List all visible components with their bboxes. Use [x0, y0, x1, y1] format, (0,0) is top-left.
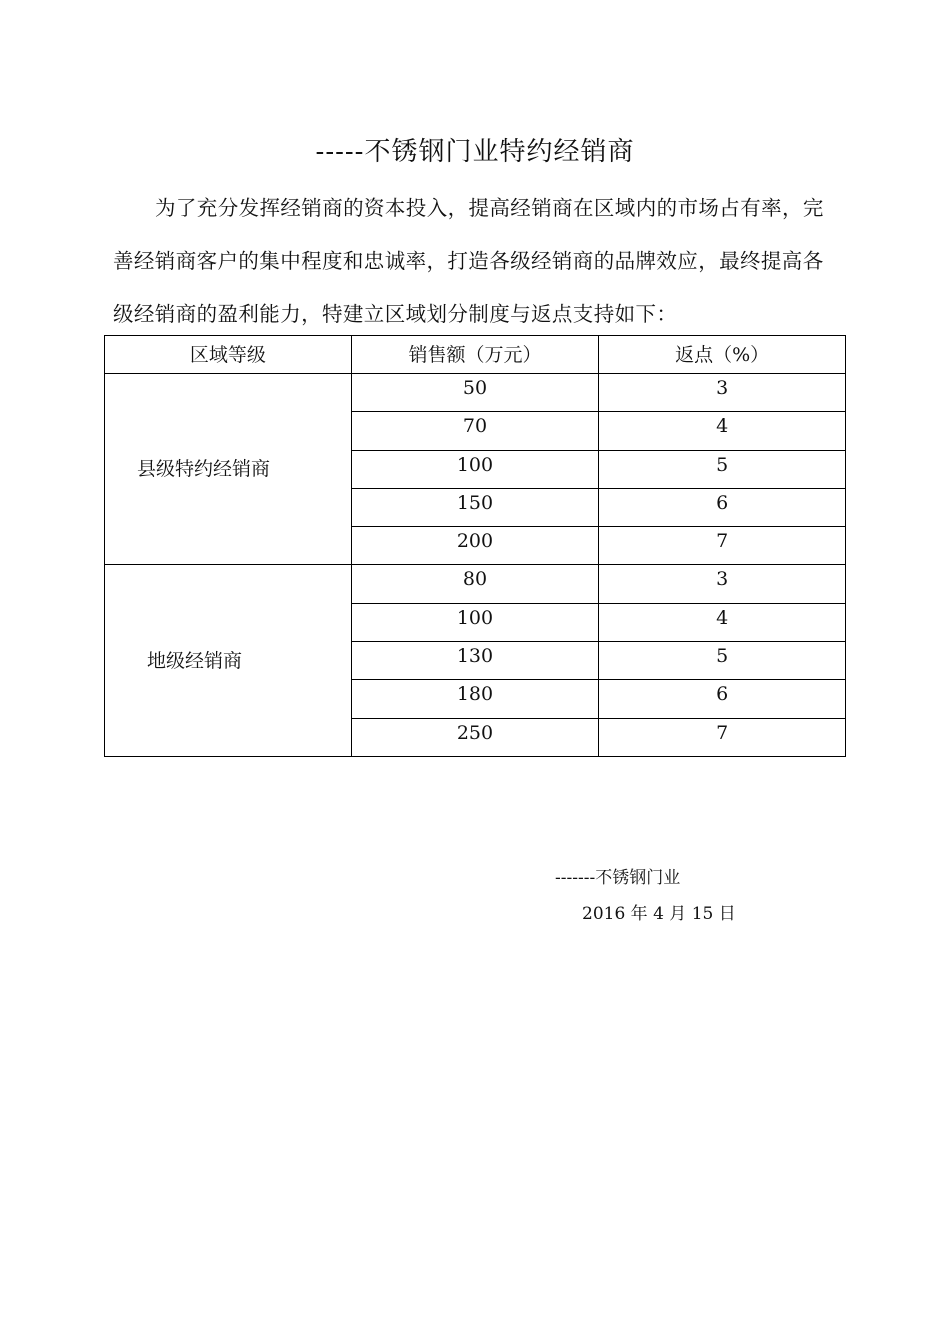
signature-company: -------不锈钢门业 — [555, 868, 681, 888]
sales-cell: 50 — [351, 374, 599, 412]
region-county-dealer: 县级特约经销商 — [105, 374, 352, 565]
rebate-cell: 3 — [599, 374, 846, 412]
sales-cell: 130 — [351, 642, 599, 680]
header-sales: 销售额（万元） — [351, 336, 599, 374]
sales-cell: 200 — [351, 527, 599, 565]
sales-cell: 80 — [351, 565, 599, 603]
region-prefecture-dealer: 地级经销商 — [105, 565, 352, 756]
sales-cell: 250 — [351, 718, 599, 756]
rebate-cell: 7 — [599, 718, 846, 756]
rebate-cell: 5 — [599, 642, 846, 680]
rebate-cell: 6 — [599, 680, 846, 718]
rebate-cell: 4 — [599, 412, 846, 450]
rebate-cell: 5 — [599, 450, 846, 488]
signature-date: 2016 年 4 月 15 日 — [582, 904, 736, 924]
rebate-cell: 6 — [599, 488, 846, 526]
rebate-cell: 7 — [599, 527, 846, 565]
header-region-level: 区域等级 — [105, 336, 352, 374]
table-header-row — [105, 336, 846, 374]
sales-cell: 70 — [351, 412, 599, 450]
sales-cell: 180 — [351, 680, 599, 718]
document-title: -----不锈钢门业特约经销商 — [315, 137, 635, 167]
rebate-cell: 4 — [599, 603, 846, 641]
table-row — [105, 565, 846, 603]
header-rebate: 返点（%） — [599, 336, 846, 374]
rebate-table — [104, 335, 846, 757]
intro-paragraph: 为了充分发挥经销商的资本投入，提高经销商在区域内的市场占有率，完善经销商客户的集中程度和忠诚率，打造各级经销商的品牌效应，最终提高各级经销商的盈利能力，特建立区域划分制度与返点支持如下： — [113, 196, 824, 326]
sales-cell: 100 — [351, 450, 599, 488]
table-row — [105, 374, 846, 412]
sales-cell: 100 — [351, 603, 599, 641]
sales-cell: 150 — [351, 488, 599, 526]
rebate-cell: 3 — [599, 565, 846, 603]
